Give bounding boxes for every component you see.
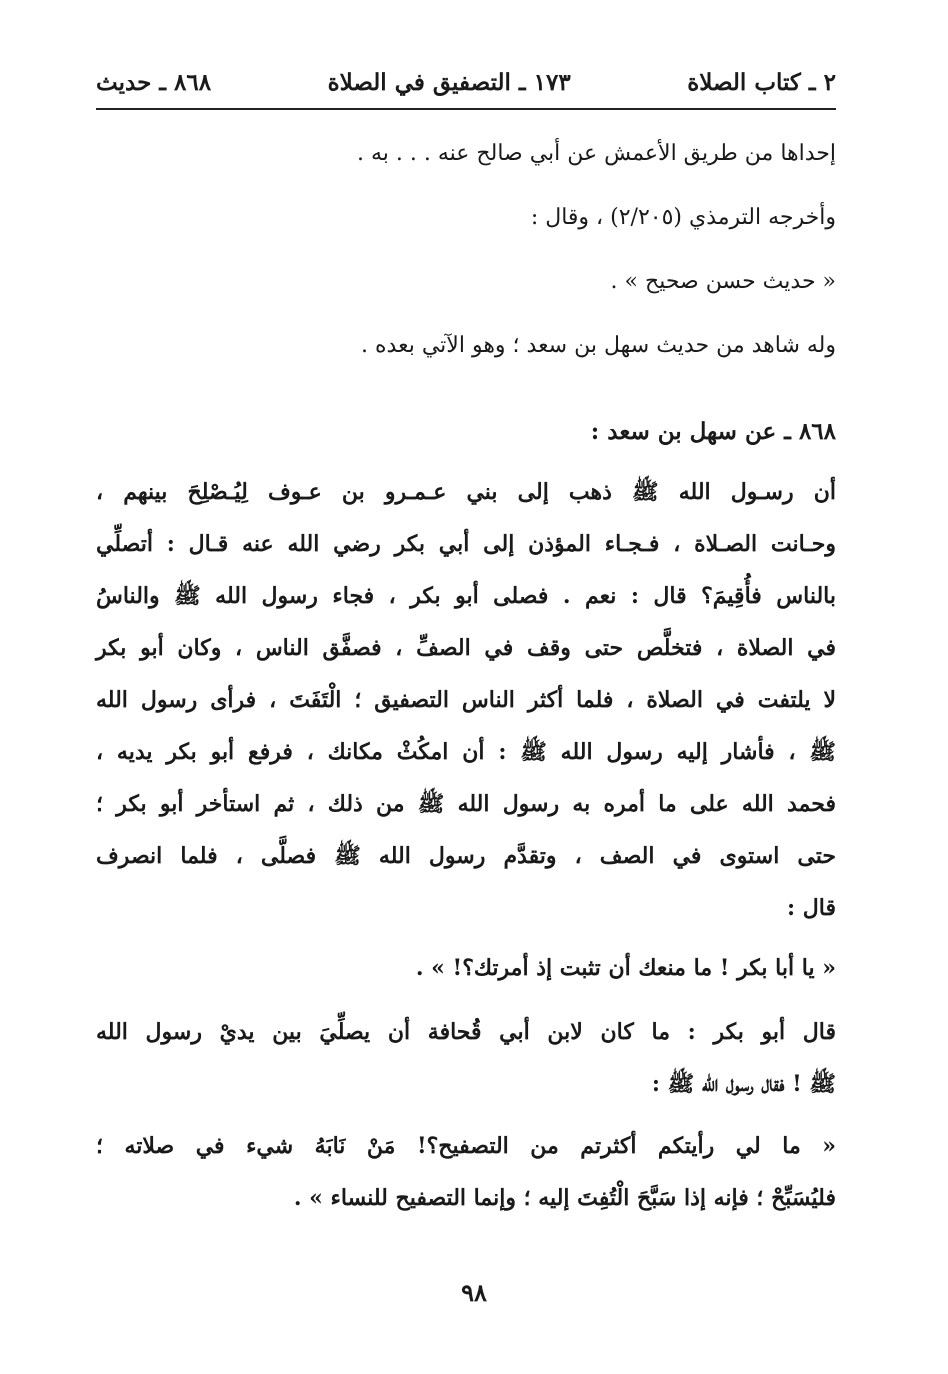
hadith-line: لا يلتفت في الصلاة ، فلما أكثر الناس التصفيق ؛ الْتَفَتَ ، فرأى رسول الله xyxy=(96,687,836,713)
hadith-line: ﷺ ، فأشار إليه رسول الله ﷺ : أن امكُثْ مكانك ، فرفع أبو بكر يديه ، xyxy=(96,739,836,765)
abu-bakr-reply xyxy=(96,1006,836,1110)
closing-line: فليُسَبِّحْ ؛ فإنه إذا سَبَّحَ الْتُفِتَ إليه ؛ وإنما التصفيح للنساء » . xyxy=(293,1185,836,1211)
header-book-title: ٢ ـ كتاب الصلاة xyxy=(687,68,836,96)
closing-line: « ما لي رأيتكم أكثرتم من التصفيح؟! مَنْ نَابَهُ شيء في صلاته ؛ xyxy=(96,1133,836,1159)
closing-quote xyxy=(96,1120,836,1224)
hadith-line: قال : xyxy=(787,895,836,921)
hadith-title: ٨٦٨ ـ عن سهل بن سعد : xyxy=(590,418,836,445)
hadith-line: في الصلاة ، فتخلَّص حتى وقف في الصفِّ ، فصفَّق الناس ، وكان أبو بكر xyxy=(96,635,836,661)
hadith-line: بالناس فأُقِيمَ؟ قال : نعم . فصلى أبو بكر ، فجاء رسول الله ﷺ والناسُ xyxy=(96,583,836,609)
intro-line: « حديث حسن صحيح » . xyxy=(610,269,836,294)
intro-section xyxy=(96,122,836,378)
intro-line: إحداها من طريق الأعمش عن أبي صالح عنه . . . به . xyxy=(357,141,836,166)
hadith-text xyxy=(96,466,836,934)
hadith-line: حتى استوى في الصف ، وتقدَّم رسول الله ﷺ فصلَّى ، فلما انصرف xyxy=(96,843,836,869)
intro-line: وله شاهد من حديث سهل بن سعد ؛ وهو الآتي بعده . xyxy=(361,333,836,358)
header-hadith-number: ٨٦٨ ـ حديث xyxy=(96,68,212,96)
reply-line: ﷺ ! فقال رسول الله ﷺ : xyxy=(651,1071,836,1097)
header-chapter-title: ١٧٣ ـ التصفيق في الصلاة xyxy=(327,68,571,96)
reply-line: قال أبو بكر : ما كان لابن أبي قُحافة أن يصلِّيَ بين يديْ رسول الله xyxy=(96,1019,836,1045)
header-rule xyxy=(96,108,836,110)
hadith-line: وحـانت الصـلاة ، فـجـاء المؤذن إلى أبي بكر رضي الله عنه قـال : أتصلِّي xyxy=(96,531,836,557)
page-body xyxy=(96,122,836,1224)
hadith-line: أن رسـول الله ﷺ ذهب إلى بني عـمـرو بن عـوف لِيُـصْلِحَ بينهم ، xyxy=(96,479,836,505)
page-number: ٩٨ xyxy=(461,1278,487,1307)
hadith-line: فحمد الله على ما أمره به رسول الله ﷺ من ذلك ، ثم استأخر أبو بكر ؛ xyxy=(96,791,836,817)
intro-line: وأخرجه الترمذي (٢/٢٠٥) ، وقال : xyxy=(530,205,836,230)
running-header xyxy=(96,62,836,102)
prophet-quote: « يا أبا بكر ! ما منعك أن تثبت إذ أمرتك؟! » . xyxy=(415,955,836,981)
